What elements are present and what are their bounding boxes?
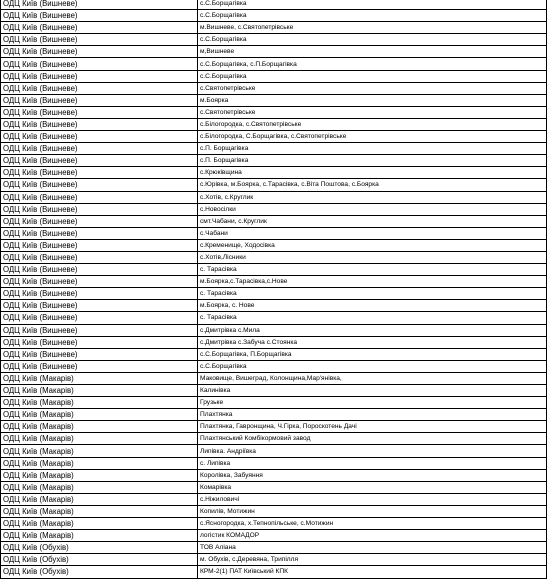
locality-cell[interactable]: с.Хотів,Лісники (198, 251, 547, 263)
office-cell[interactable]: ОДЦ Київ (Вишневе) (1, 251, 198, 263)
office-cell[interactable]: ОДЦ Київ (Вишневе) (1, 46, 198, 58)
table-row (1, 0, 547, 10)
locality-cell[interactable]: Липівка. Андріївка (198, 445, 547, 457)
office-cell[interactable]: ОДЦ Київ (Вишневе) (1, 167, 198, 179)
table-row (1, 58, 547, 70)
locality-cell[interactable]: с.Юрівка, м.Боярка, с.Тарасівка, с.Віта Поштова, с.Боярка (198, 179, 547, 191)
locality-cell[interactable]: с.Білогородка, с.Святопетрівське (198, 118, 547, 130)
locality-cell[interactable]: Маковище, Вишеград, Колонщина,Мар'янівка, (198, 372, 547, 384)
office-cell[interactable]: ОДЦ Київ (Обухів) (1, 542, 198, 554)
office-cell[interactable]: ОДЦ Київ (Макарів) (1, 445, 198, 457)
office-cell[interactable]: ОДЦ Київ (Вишневе) (1, 118, 198, 130)
table-row (1, 445, 547, 457)
locality-cell[interactable]: с.П. Борщагівка (198, 143, 547, 155)
locality-cell[interactable]: м.Вишневе, с.Святопетрівське (198, 22, 547, 34)
locality-cell[interactable]: с.С.Борщагівка, П.Борщагівка (198, 348, 547, 360)
locality-cell[interactable]: с.Дмитрівка с.Мила (198, 324, 547, 336)
table-row (1, 179, 547, 191)
office-cell[interactable]: ОДЦ Київ (Вишневе) (1, 10, 198, 22)
table-row (1, 421, 547, 433)
office-cell[interactable]: ОДЦ Київ (Вишневе) (1, 34, 198, 46)
locality-cell[interactable]: логістик КОМАДОР (198, 530, 547, 542)
office-cell[interactable]: ОДЦ Київ (Макарів) (1, 530, 198, 542)
locality-cell[interactable]: с.С.Борщагівка (198, 360, 547, 372)
table-row (1, 288, 547, 300)
table-row (1, 397, 547, 409)
table-row (1, 457, 547, 469)
table-row (1, 239, 547, 251)
table-row (1, 505, 547, 517)
office-cell[interactable]: ОДЦ Київ (Вишневе) (1, 0, 198, 10)
table-row (1, 131, 547, 143)
table-row (1, 324, 547, 336)
locality-cell[interactable]: смт.Чабани, с.Круглик (198, 215, 547, 227)
locality-cell[interactable]: с.Чабани (198, 227, 547, 239)
office-cell[interactable]: ОДЦ Київ (Вишневе) (1, 22, 198, 34)
office-cell[interactable]: ОДЦ Київ (Вишневе) (1, 312, 198, 324)
locality-cell[interactable]: с.С.Борщагівка (198, 70, 547, 82)
office-cell[interactable]: ОДЦ Київ (Вишневе) (1, 239, 198, 251)
table-row (1, 106, 547, 118)
office-cell[interactable]: ОДЦ Київ (Вишневе) (1, 336, 198, 348)
office-cell[interactable]: ОДЦ Київ (Вишневе) (1, 155, 198, 167)
table-row (1, 46, 547, 58)
table-body (1, 0, 547, 578)
table-row (1, 481, 547, 493)
table-row (1, 22, 547, 34)
office-cell[interactable]: ОДЦ Київ (Вишневе) (1, 324, 198, 336)
locality-cell[interactable]: с.Дмитрівка с.Забуча с.Стоянка (198, 336, 547, 348)
office-cell[interactable]: ОДЦ Київ (Макарів) (1, 469, 198, 481)
office-cell[interactable]: ОДЦ Київ (Вишневе) (1, 276, 198, 288)
office-cell[interactable]: ОДЦ Київ (Макарів) (1, 385, 198, 397)
locality-cell[interactable]: с.Крюківщина (198, 167, 547, 179)
table-row (1, 360, 547, 372)
locality-cell[interactable]: с.Ясногородка, х.Тепнопільське, с.Мотижин (198, 518, 547, 530)
office-cell[interactable]: ОДЦ Київ (Макарів) (1, 493, 198, 505)
office-cell[interactable]: ОДЦ Київ (Макарів) (1, 518, 198, 530)
office-cell[interactable]: ОДЦ Київ (Вишневе) (1, 191, 198, 203)
locality-cell[interactable]: с.Святопетрівське (198, 106, 547, 118)
office-cell[interactable]: ОДЦ Київ (Вишневе) (1, 203, 198, 215)
locality-cell[interactable]: Плахтянка (198, 409, 547, 421)
locality-cell[interactable]: с.Новосілки (198, 203, 547, 215)
office-cell[interactable]: ОДЦ Київ (Вишневе) (1, 215, 198, 227)
table-row (1, 385, 547, 397)
table-row (1, 518, 547, 530)
locality-cell[interactable]: м.Боярка, с. Нове (198, 300, 547, 312)
locality-cell[interactable]: с.С.Борщагівка (198, 34, 547, 46)
table-row (1, 372, 547, 384)
office-cell[interactable]: ОДЦ Київ (Макарів) (1, 433, 198, 445)
table-row (1, 251, 547, 263)
office-cell[interactable]: ОДЦ Київ (Макарів) (1, 409, 198, 421)
table-row (1, 203, 547, 215)
locality-cell[interactable]: с.Ніжиловичі (198, 493, 547, 505)
office-cell[interactable]: ОДЦ Київ (Вишневе) (1, 143, 198, 155)
table-row (1, 469, 547, 481)
table-row (1, 82, 547, 94)
table-row (1, 348, 547, 360)
locality-cell[interactable]: м,Вишневе (198, 46, 547, 58)
locality-cell[interactable]: с.Білогородка, С.Борщагівка, с.Святопетрівське (198, 131, 547, 143)
table-row (1, 94, 547, 106)
locality-cell[interactable]: с.С.Борщагівка (198, 0, 547, 10)
locality-cell[interactable]: м.Боярка,с.Тарасівка,с.Нове (198, 276, 547, 288)
office-cell[interactable]: ОДЦ Київ (Вишневе) (1, 94, 198, 106)
locality-cell[interactable]: Копилів, Мотижин (198, 505, 547, 517)
table-row (1, 34, 547, 46)
table-row (1, 300, 547, 312)
table-row (1, 227, 547, 239)
office-cell[interactable]: ОДЦ Київ (Вишневе) (1, 70, 198, 82)
table-row (1, 530, 547, 542)
locality-cell[interactable]: Грузьке (198, 397, 547, 409)
locality-cell[interactable]: м. Обухів, с.Деревяна, Трипілля (198, 554, 547, 566)
office-cell[interactable]: ОДЦ Київ (Макарів) (1, 481, 198, 493)
locality-cell[interactable]: м.Боярка (198, 94, 547, 106)
locality-cell[interactable]: Комарівка (198, 481, 547, 493)
table-row (1, 276, 547, 288)
locality-cell[interactable]: с. Тарасівка (198, 312, 547, 324)
office-cell[interactable]: ОДЦ Київ (Вишневе) (1, 300, 198, 312)
locality-cell[interactable]: Калинівка (198, 385, 547, 397)
office-cell[interactable]: ОДЦ Київ (Вишневе) (1, 58, 198, 70)
office-cell[interactable]: ОДЦ Київ (Вишневе) (1, 360, 198, 372)
locality-cell[interactable]: с. Липівка (198, 457, 547, 469)
table-row (1, 70, 547, 82)
table-row (1, 312, 547, 324)
table-row (1, 264, 547, 276)
office-cell[interactable]: ОДЦ Київ (Вишневе) (1, 227, 198, 239)
office-cell[interactable]: ОДЦ Київ (Вишневе) (1, 106, 198, 118)
locality-cell[interactable]: Плахтянський Комбікормовий завод (198, 433, 547, 445)
table-row (1, 118, 547, 130)
office-cell[interactable]: ОДЦ Київ (Вишневе) (1, 264, 198, 276)
table-row (1, 433, 547, 445)
office-cell[interactable]: ОДЦ Київ (Макарів) (1, 457, 198, 469)
table-row (1, 566, 547, 578)
table-row (1, 155, 547, 167)
office-cell[interactable]: ОДЦ Київ (Макарів) (1, 421, 198, 433)
office-cell[interactable]: ОДЦ Київ (Вишневе) (1, 288, 198, 300)
table-row (1, 215, 547, 227)
office-cell[interactable]: ОДЦ Київ (Обухів) (1, 554, 198, 566)
locality-cell[interactable]: с.С.Борщагівка (198, 10, 547, 22)
locality-cell[interactable]: Королівка, Забуяння (198, 469, 547, 481)
table-row (1, 409, 547, 421)
table-row (1, 167, 547, 179)
table-row (1, 542, 547, 554)
locality-cell[interactable]: с.Святопетрівське (198, 82, 547, 94)
locality-cell[interactable]: с. Тарасівка (198, 288, 547, 300)
office-cell[interactable]: ОДЦ Київ (Вишневе) (1, 179, 198, 191)
locality-cell[interactable]: с. Тарасівка (198, 264, 547, 276)
locality-cell[interactable]: КРМ-2(1) ПАТ Київський КПК (198, 566, 547, 578)
locality-cell[interactable]: с.П. Борщагівка (198, 155, 547, 167)
office-cell[interactable]: ОДЦ Київ (Макарів) (1, 397, 198, 409)
office-cell[interactable]: ОДЦ Київ (Вишневе) (1, 348, 198, 360)
locality-cell[interactable]: Плахтянка, Гавронщина, Ч.Гірка, Пороскотень Дачі (198, 421, 547, 433)
table-row (1, 336, 547, 348)
locality-cell[interactable]: с.Кременище, Ходосівка (198, 239, 547, 251)
office-cell[interactable]: ОДЦ Київ (Макарів) (1, 372, 198, 384)
table-row (1, 10, 547, 22)
office-cell[interactable]: ОДЦ Київ (Обухів) (1, 566, 198, 578)
office-cell[interactable]: ОДЦ Київ (Макарів) (1, 505, 198, 517)
locality-cell[interactable]: с.Хотів, с.Круглик (198, 191, 547, 203)
table-row (1, 554, 547, 566)
office-cell[interactable]: ОДЦ Київ (Вишневе) (1, 82, 198, 94)
table-row (1, 191, 547, 203)
table-row (1, 493, 547, 505)
table-row (1, 143, 547, 155)
locality-cell[interactable]: с.С.Борщагівка, с.П.Борщагівка (198, 58, 547, 70)
office-cell[interactable]: ОДЦ Київ (Вишневе) (1, 131, 198, 143)
locality-cell[interactable]: ТОВ Аліана (198, 542, 547, 554)
